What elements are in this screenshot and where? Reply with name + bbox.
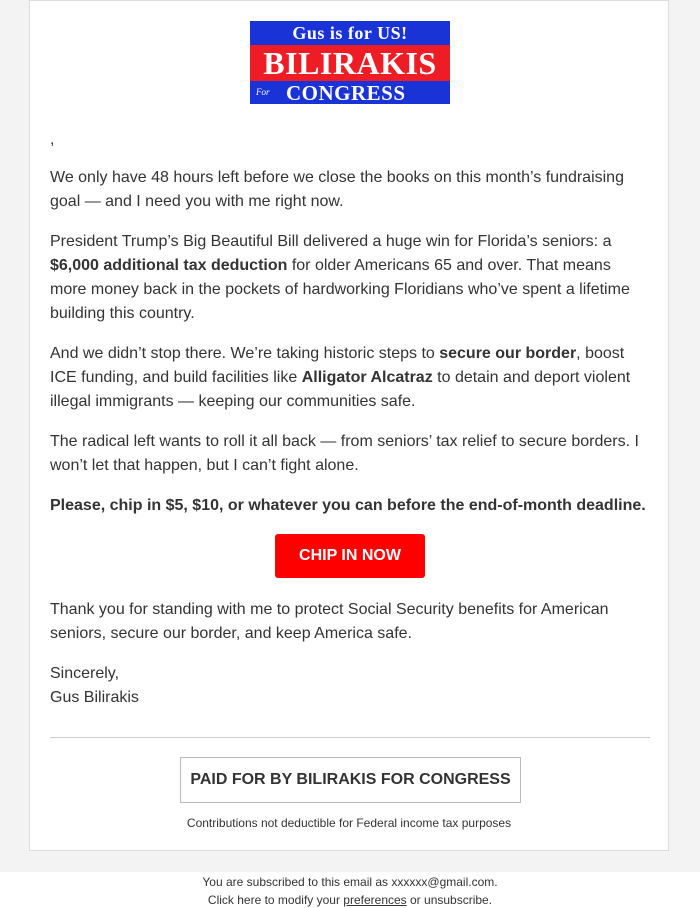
preferences-link[interactable]: preferences (343, 893, 407, 907)
unsubscribe-link[interactable]: unsubscribe (424, 893, 489, 907)
paragraph-deadline: We only have 48 hours left before we close the books on this month’s fundraising goal — and I need you with me right now. (50, 169, 624, 210)
divider (50, 737, 650, 738)
tax-disclaimer: Contributions not deductible for Federal income tax purposes (186, 816, 512, 830)
text-segment: or (406, 893, 425, 907)
logo-congress: CONGRESS (286, 81, 406, 104)
email-card (29, 0, 669, 851)
signature: Gus Bilirakis (50, 689, 139, 706)
text-segment: , boost ICE funding, and build facilities like (50, 345, 625, 386)
text-segment: for older Americans 65 and over. That means more money back in the pockets of hardworking Floridians who’ve spent a lifetime building this country. (50, 257, 630, 322)
cta-wrapper (50, 534, 650, 578)
text-segment: And we didn’t stop there. We’re taking historic steps to (50, 345, 440, 362)
signoff: Sincerely, (50, 665, 120, 682)
bold-alligator-alcatraz: Alligator Alcatraz (301, 369, 433, 386)
bold-chip-in-ask: Please, chip in $5, $10, or whatever you can before the end-of-month deadline. (50, 497, 646, 514)
greeting: , (50, 131, 55, 148)
paragraph-tax-deduction (50, 230, 650, 326)
text-segment: President Trump’s Big Beautiful Bill delivered a huge win for Florida’s seniors: a (50, 233, 612, 250)
text-segment: Click here to modify your (207, 893, 344, 907)
chip-in-now-button[interactable]: CHIP IN NOW (275, 534, 425, 578)
paragraph-radical-left: The radical left wants to roll it all back — from seniors’ tax relief to secure borders. I won’t let that happen, but I can’t fight alone. (50, 433, 639, 474)
text-segment: to detain and deport violent illegal immigrants — keeping our communities safe. (50, 369, 631, 410)
paragraph-ask (50, 494, 650, 518)
paragraph-border (50, 342, 650, 414)
preferences-line (0, 891, 700, 908)
paid-for-box: PAID FOR BY BILIRAKIS FOR CONGRESS (180, 757, 521, 803)
bilirakis-logo (250, 21, 450, 104)
subscription-line: You are subscribed to this email as xxxxxx@gmail.com. (202, 875, 498, 889)
email-body (50, 128, 650, 710)
logo-for: For (256, 87, 270, 97)
signoff-block (50, 662, 650, 710)
logo-name: BILIRAKIS (263, 45, 437, 81)
email-footer (0, 873, 700, 908)
bold-secure-border: secure our border (439, 345, 577, 362)
logo-slogan: Gus is for US! (292, 23, 408, 43)
paragraph-thank-you: Thank you for standing with me to protect Social Security benefits for American seniors, secure our border, and keep America safe. (50, 601, 609, 642)
text-segment: . (488, 893, 493, 907)
bold-tax-deduction: $6,000 additional tax deduction (50, 257, 288, 274)
